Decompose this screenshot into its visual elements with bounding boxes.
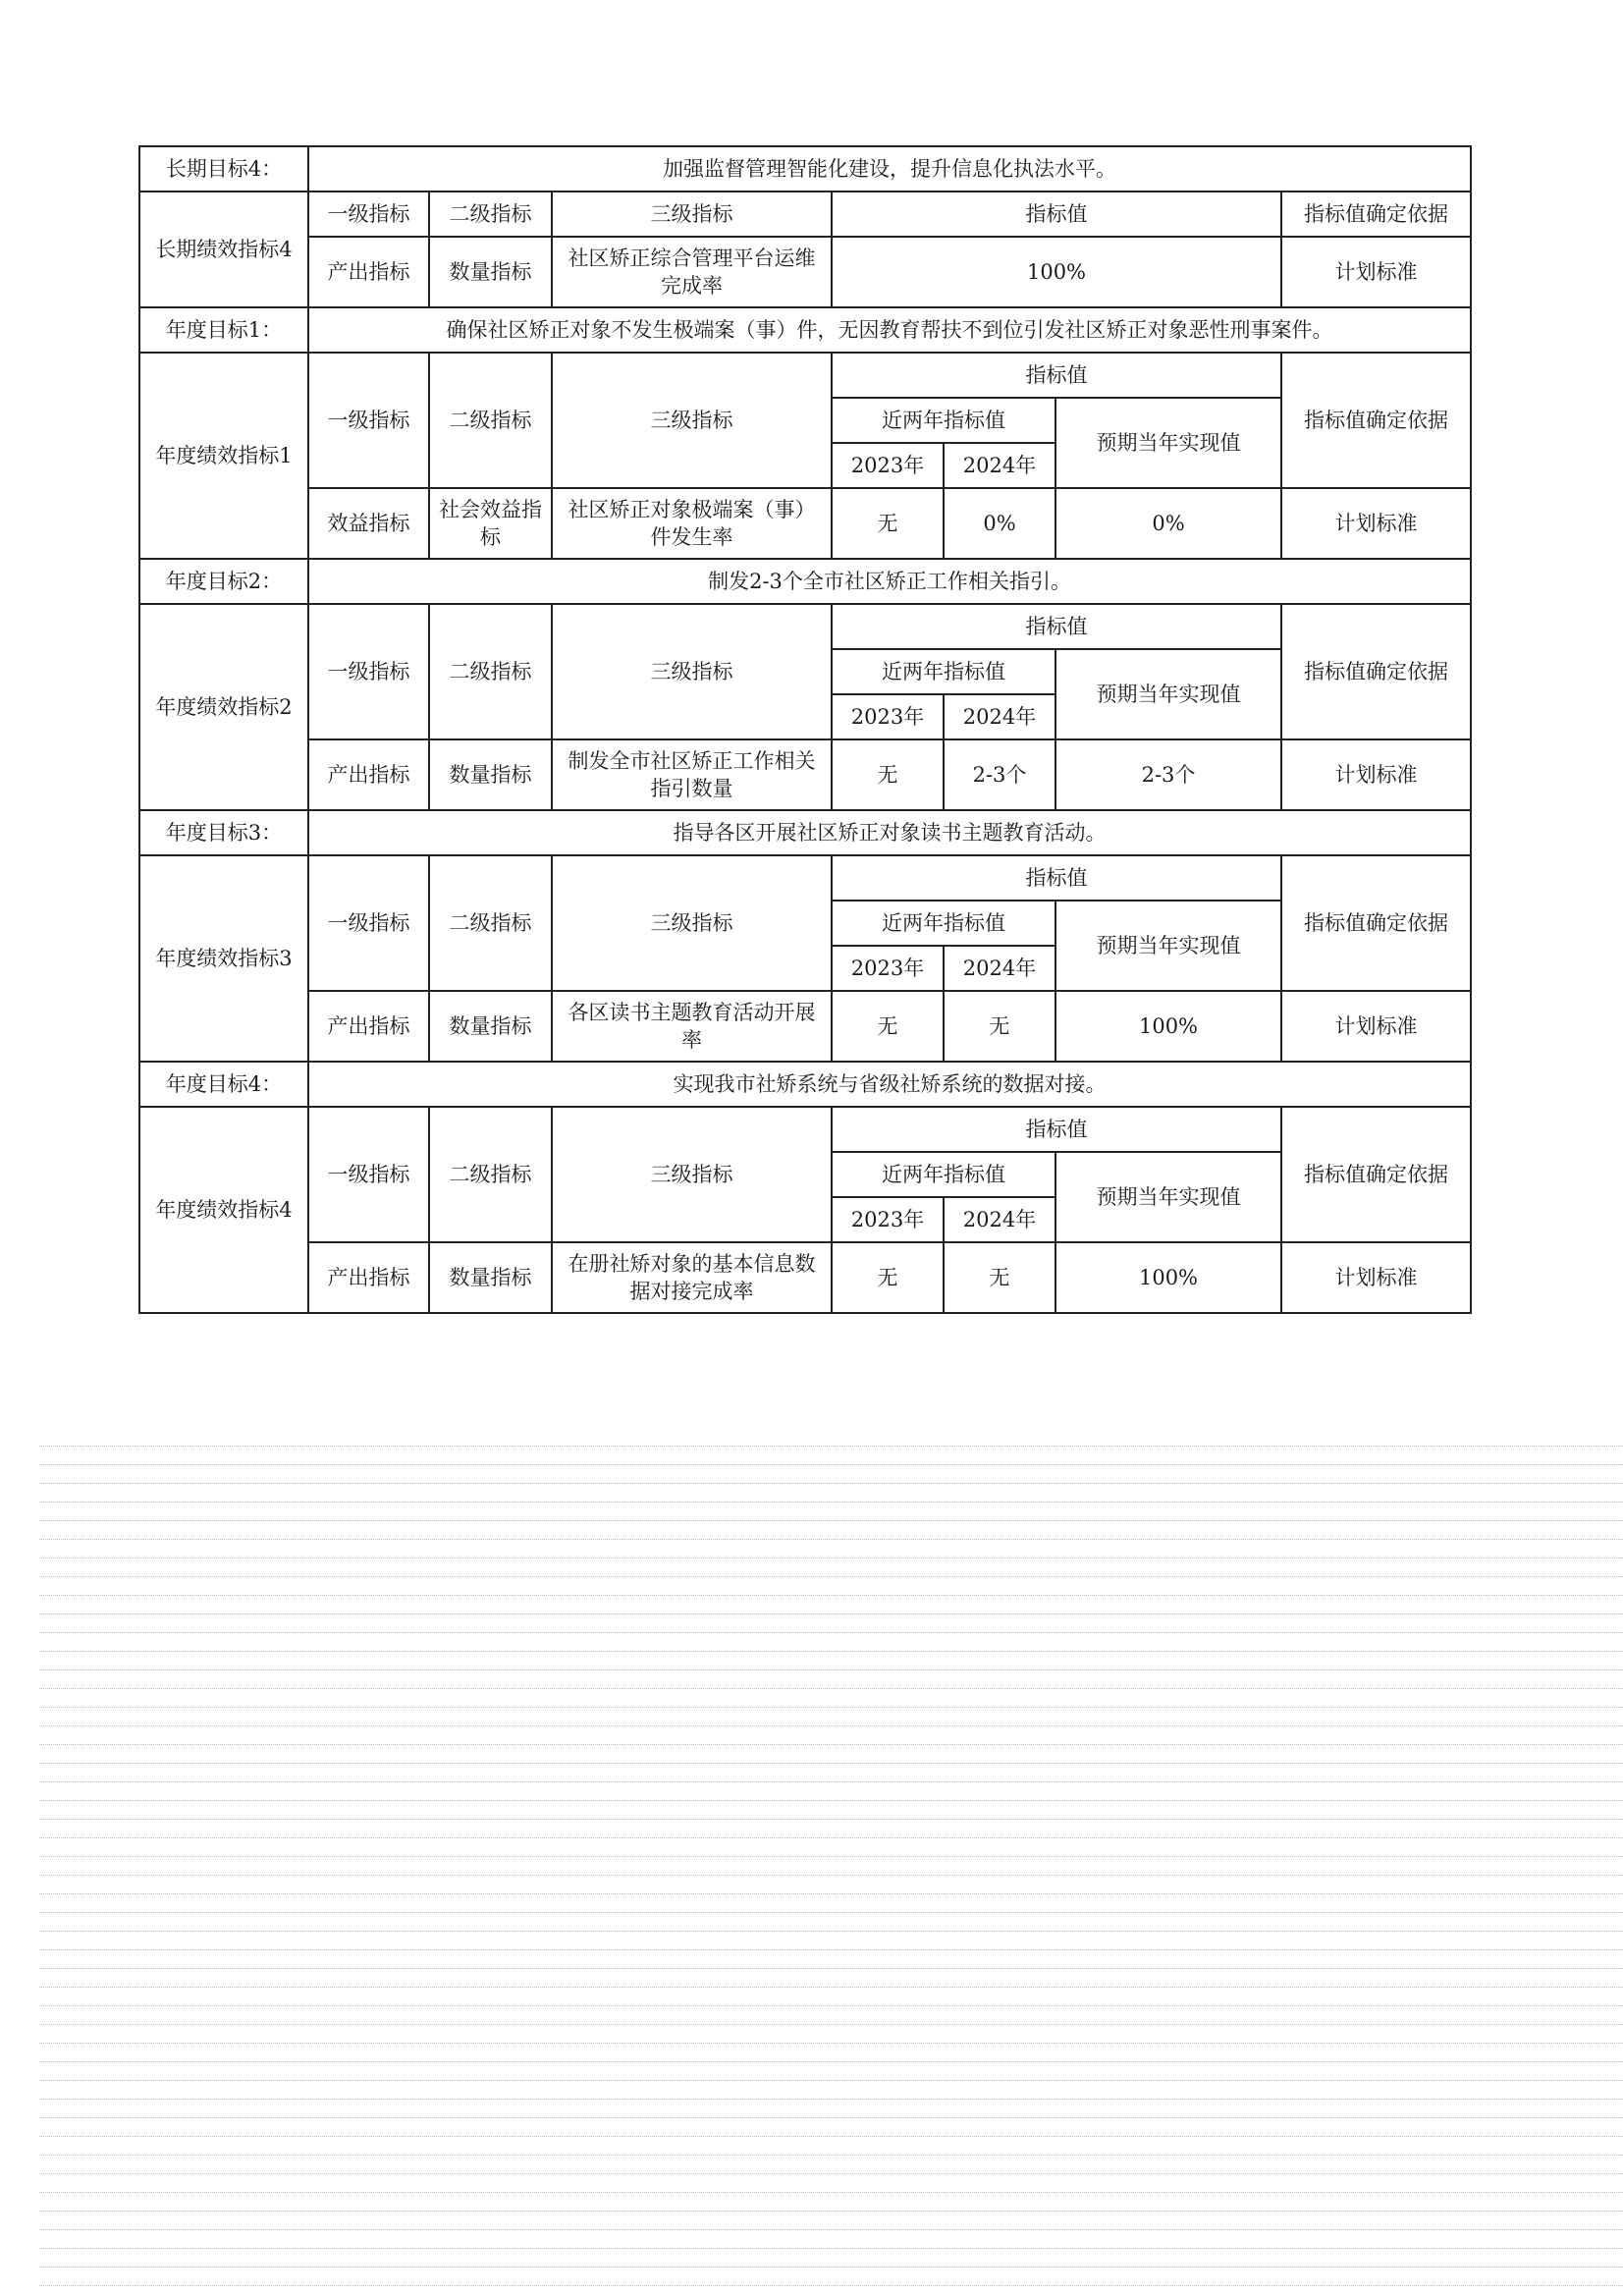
cell-year-2023: 无: [832, 739, 944, 810]
annual-value-row: [139, 1242, 1471, 1313]
header-value: 指标值: [832, 191, 1281, 237]
guide-line: [39, 2285, 1623, 2286]
guide-line: [39, 2099, 1623, 2100]
guide-line: [39, 1800, 1623, 1801]
guide-line: [39, 1502, 1623, 1503]
cell-level3: 制发全市社区矫正工作相关指引数量: [552, 739, 832, 810]
cell-level3: 在册社矫对象的基本信息数据对接完成率: [552, 1242, 832, 1313]
header-expected: 预期当年实现值: [1055, 901, 1281, 991]
goal-text: 实现我市社矫系统与省级社矫系统的数据对接。: [308, 1062, 1471, 1107]
cell-basis: 计划标准: [1281, 1242, 1471, 1313]
annual-header-row: [139, 353, 1471, 398]
guide-line: [39, 2248, 1623, 2249]
guide-line: [39, 1707, 1623, 1708]
guide-line: [39, 2117, 1623, 2118]
header-level1: 一级指标: [308, 855, 429, 991]
annual-value-row: [139, 488, 1471, 559]
guide-line: [39, 1464, 1623, 1465]
header-value: 指标值: [832, 353, 1281, 398]
guide-line: [39, 1968, 1623, 1969]
header-expected: 预期当年实现值: [1055, 1152, 1281, 1242]
cell-expected: 0%: [1055, 488, 1281, 559]
guide-line: [39, 1875, 1623, 1876]
cell-basis: 计划标准: [1281, 237, 1471, 307]
cell-level1: 产出指标: [308, 739, 429, 810]
header-expected: 预期当年实现值: [1055, 649, 1281, 739]
cell-expected: 100%: [1055, 1242, 1281, 1313]
cell-year-2024: 无: [944, 1242, 1055, 1313]
cell-level1: 产出指标: [308, 991, 429, 1062]
header-year-2023: 2023年: [832, 443, 944, 488]
header-basis: 指标值确定依据: [1281, 604, 1471, 739]
cell-level1: 产出指标: [308, 237, 429, 307]
guide-line: [39, 2005, 1623, 2006]
cell-level1: 效益指标: [308, 488, 429, 559]
header-year-2023: 2023年: [832, 1197, 944, 1242]
header-level1: 一级指标: [308, 1107, 429, 1242]
goal-label: 年度目标2：: [139, 559, 308, 604]
header-basis: 指标值确定依据: [1281, 353, 1471, 488]
guide-line: [39, 1613, 1623, 1614]
header-level1: 一级指标: [308, 353, 429, 488]
guide-line: [39, 1949, 1623, 1950]
header-level3: 三级指标: [552, 604, 832, 739]
header-level3: 三级指标: [552, 353, 832, 488]
header-year-2024: 2024年: [944, 443, 1055, 488]
header-basis: 指标值确定依据: [1281, 1107, 1471, 1242]
guide-line: [39, 1763, 1623, 1764]
cell-value: 100%: [832, 237, 1281, 307]
guide-line: [39, 1669, 1623, 1670]
cell-level3: 社区矫正对象极端案（事）件发生率: [552, 488, 832, 559]
cell-year-2023: 无: [832, 991, 944, 1062]
cell-expected: 2-3个: [1055, 739, 1281, 810]
guide-line: [39, 1651, 1623, 1652]
cell-year-2023: 无: [832, 488, 944, 559]
header-recent-two-years: 近两年指标值: [832, 398, 1055, 443]
cell-year-2024: 无: [944, 991, 1055, 1062]
annual-header-row: [139, 855, 1471, 901]
header-level3: 三级指标: [552, 1107, 832, 1242]
guide-line: [39, 1725, 1623, 1726]
header-year-2024: 2024年: [944, 946, 1055, 991]
cell-expected: 100%: [1055, 991, 1281, 1062]
annual-goal-row: [139, 559, 1471, 604]
header-basis: 指标值确定依据: [1281, 855, 1471, 991]
goal-label: 年度目标3：: [139, 810, 308, 855]
header-value: 指标值: [832, 1107, 1281, 1152]
goal-label: 年度目标4：: [139, 1062, 308, 1107]
header-recent-two-years: 近两年指标值: [832, 649, 1055, 694]
header-basis: 指标值确定依据: [1281, 191, 1471, 237]
header-level2: 二级指标: [429, 353, 552, 488]
guide-line: [39, 1893, 1623, 1894]
cell-basis: 计划标准: [1281, 991, 1471, 1062]
header-level2: 二级指标: [429, 604, 552, 739]
guide-line: [39, 2173, 1623, 2174]
guide-line: [39, 1576, 1623, 1577]
guide-line: [39, 1632, 1623, 1633]
cell-year-2024: 2-3个: [944, 739, 1055, 810]
guide-line: [39, 1781, 1623, 1782]
cell-year-2024: 0%: [944, 488, 1055, 559]
guide-line: [39, 2061, 1623, 2062]
header-level2: 二级指标: [429, 855, 552, 991]
guide-line: [39, 2267, 1623, 2268]
goal-text: 加强监督管理智能化建设，提升信息化执法水平。: [308, 146, 1471, 191]
guide-line: [39, 2024, 1623, 2025]
header-recent-two-years: 近两年指标值: [832, 901, 1055, 946]
cell-basis: 计划标准: [1281, 739, 1471, 810]
indicator-label: 年度绩效指标2: [139, 604, 308, 810]
annual-goal-row: [139, 810, 1471, 855]
performance-table: [138, 145, 1472, 1314]
annual-value-row: [139, 739, 1471, 810]
goal-text: 确保社区矫正对象不发生极端案（事）件，无因教育帮扶不到位引发社区矫正对象恶性刑事案件。: [308, 307, 1471, 353]
goal-label: 长期目标4：: [139, 146, 308, 191]
indicator-label: 年度绩效指标4: [139, 1107, 308, 1313]
cell-level2: 数量指标: [429, 739, 552, 810]
header-year-2023: 2023年: [832, 946, 944, 991]
header-level3: 三级指标: [552, 855, 832, 991]
guide-line: [39, 2043, 1623, 2044]
header-level2: 二级指标: [429, 1107, 552, 1242]
annual-goal-row: [139, 1062, 1471, 1107]
guide-line: [39, 1539, 1623, 1540]
cell-level2: 数量指标: [429, 991, 552, 1062]
indicator-label: 年度绩效指标3: [139, 855, 308, 1062]
guide-line: [39, 1931, 1623, 1932]
guide-line: [39, 1837, 1623, 1838]
header-level1: 一级指标: [308, 191, 429, 237]
guide-line: [39, 2192, 1623, 2193]
guide-line: [39, 2155, 1623, 2156]
guide-line: [39, 1744, 1623, 1745]
guide-line: [39, 1688, 1623, 1689]
cell-year-2023: 无: [832, 1242, 944, 1313]
guide-line: [39, 1595, 1623, 1596]
indicator-label: 长期绩效指标4: [139, 191, 308, 307]
long-term-goal-row: [139, 146, 1471, 191]
guide-line: [39, 1483, 1623, 1484]
goal-label: 年度目标1：: [139, 307, 308, 353]
header-expected: 预期当年实现值: [1055, 398, 1281, 488]
cell-level2: 社会效益指标: [429, 488, 552, 559]
guide-line: [39, 2136, 1623, 2137]
guide-line: [39, 1856, 1623, 1857]
cell-level3: 各区读书主题教育活动开展率: [552, 991, 832, 1062]
cell-level2: 数量指标: [429, 1242, 552, 1313]
annual-header-row: [139, 604, 1471, 649]
header-level1: 一级指标: [308, 604, 429, 739]
cell-level3: 社区矫正综合管理平台运维完成率: [552, 237, 832, 307]
guide-line: [39, 1987, 1623, 1988]
goal-text: 制发2-3个全市社区矫正工作相关指引。: [308, 559, 1471, 604]
header-level2: 二级指标: [429, 191, 552, 237]
header-value: 指标值: [832, 855, 1281, 901]
guide-line: [39, 1819, 1623, 1820]
long-term-header-row: [139, 191, 1471, 237]
guide-line: [39, 2229, 1623, 2230]
header-recent-two-years: 近两年指标值: [832, 1152, 1055, 1197]
indicator-label: 年度绩效指标1: [139, 353, 308, 559]
long-term-value-row: [139, 237, 1471, 307]
annual-goal-row: [139, 307, 1471, 353]
cell-level1: 产出指标: [308, 1242, 429, 1313]
cell-level2: 数量指标: [429, 237, 552, 307]
guide-line: [39, 2080, 1623, 2081]
guide-line: [39, 1520, 1623, 1521]
header-year-2024: 2024年: [944, 694, 1055, 739]
guide-line: [39, 1912, 1623, 1913]
goal-text: 指导各区开展社区矫正对象读书主题教育活动。: [308, 810, 1471, 855]
cell-basis: 计划标准: [1281, 488, 1471, 559]
guide-line: [39, 2211, 1623, 2212]
annual-header-row: [139, 1107, 1471, 1152]
header-level3: 三级指标: [552, 191, 832, 237]
annual-value-row: [139, 991, 1471, 1062]
guide-line: [39, 1446, 1623, 1447]
header-value: 指标值: [832, 604, 1281, 649]
header-year-2023: 2023年: [832, 694, 944, 739]
header-year-2024: 2024年: [944, 1197, 1055, 1242]
